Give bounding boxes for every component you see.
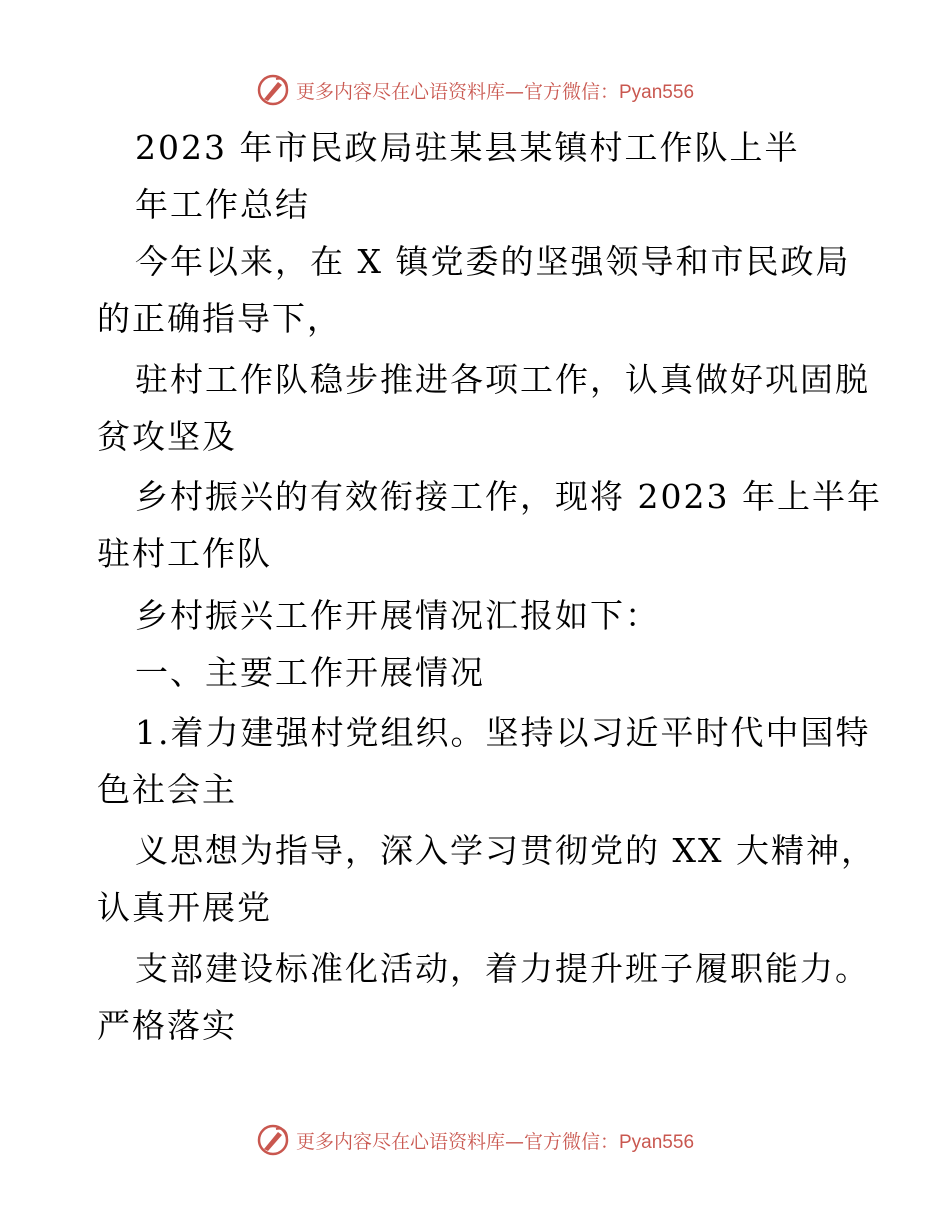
paragraph-line: 今年以来，在 X 镇党委的坚强领导和市民政局: [135, 242, 851, 281]
paragraph-line: 1.着力建强村党组织。坚持以习近平时代中国特: [135, 713, 871, 752]
footer-watermark: [0, 1120, 950, 1160]
paragraph-line: 义思想为指导，深入学习贯彻党的 XX 大精神，: [135, 831, 876, 870]
paragraph-line: 色社会主: [97, 770, 237, 809]
paragraph-line: 驻村工作队: [97, 534, 272, 573]
paragraph-line: 认真开展党: [97, 888, 272, 927]
watermark-text: 更多内容尽在心语资料库—官方微信：Pyan556: [295, 1130, 695, 1153]
pen-logo-icon: [256, 1123, 290, 1157]
paragraph-line: 贫攻坚及: [97, 417, 237, 456]
watermark-text: 更多内容尽在心语资料库—官方微信：Pyan556: [295, 80, 695, 103]
section-heading: 一、主要工作开展情况: [135, 653, 485, 692]
paragraph-line: 支部建设标准化活动，着力提升班子履职能力。: [135, 949, 870, 988]
paragraph-line: 严格落实: [97, 1006, 237, 1045]
paragraph-line: 的正确指导下，: [97, 299, 342, 338]
paragraph-line: 乡村振兴工作开展情况汇报如下：: [135, 596, 660, 635]
paragraph-line: 乡村振兴的有效衔接工作，现将 2023 年上半年: [135, 477, 882, 516]
watermark-wechat-id: Pyan556: [619, 1131, 695, 1153]
title-line-2: 年工作总结: [135, 185, 310, 224]
header-watermark: [0, 70, 950, 110]
title-line-1: 2023 年市民政局驻某县某镇村工作队上半: [135, 128, 800, 167]
watermark-wechat-id: Pyan556: [619, 81, 695, 103]
pen-logo-icon: [256, 73, 290, 107]
paragraph-line: 驻村工作队稳步推进各项工作，认真做好巩固脱: [135, 360, 870, 399]
